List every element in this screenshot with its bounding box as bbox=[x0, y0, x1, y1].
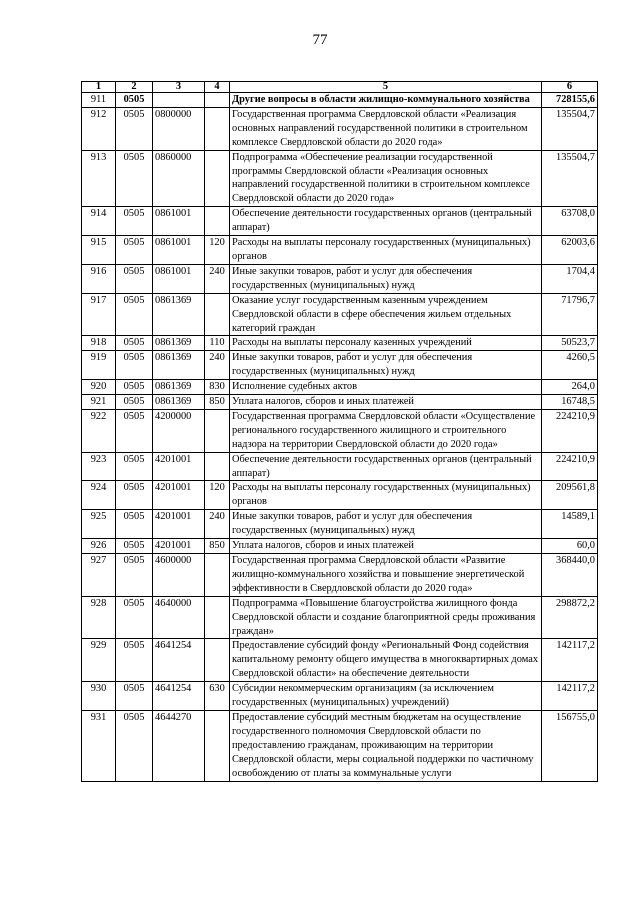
table-row bbox=[82, 236, 598, 265]
section-code-cell: 0505 bbox=[116, 395, 153, 410]
expense-type-cell bbox=[205, 409, 230, 452]
amount-cell: 142117,2 bbox=[542, 639, 598, 682]
amount-cell: 224210,9 bbox=[542, 452, 598, 481]
amount-cell: 298872,2 bbox=[542, 596, 598, 639]
amount-cell: 135504,7 bbox=[542, 150, 598, 207]
expense-type-cell bbox=[205, 93, 230, 108]
section-code-cell: 0505 bbox=[116, 409, 153, 452]
table-row bbox=[82, 150, 598, 207]
table-row bbox=[82, 639, 598, 682]
row-number-cell: 923 bbox=[82, 452, 116, 481]
target-code-cell: 4640000 bbox=[153, 596, 205, 639]
amount-cell: 63708,0 bbox=[542, 207, 598, 236]
table-row bbox=[82, 93, 598, 108]
amount-cell: 209561,8 bbox=[542, 481, 598, 510]
section-code-cell: 0505 bbox=[116, 682, 153, 711]
expense-type-cell: 240 bbox=[205, 264, 230, 293]
table-row bbox=[82, 682, 598, 711]
row-number-cell: 915 bbox=[82, 236, 116, 265]
item-name-cell: Государственная программа Свердловской области «Осуществление регионального государственного жилищного и строительного надзора на территории Свердловской области до 2020 года» bbox=[230, 409, 542, 452]
expense-type-cell: 120 bbox=[205, 481, 230, 510]
row-number-cell: 911 bbox=[82, 93, 116, 108]
target-code-cell: 4644270 bbox=[153, 710, 205, 781]
table-row bbox=[82, 710, 598, 781]
target-code-cell: 0861001 bbox=[153, 236, 205, 265]
table-row bbox=[82, 107, 598, 150]
target-code-cell: 0800000 bbox=[153, 107, 205, 150]
section-code-cell: 0505 bbox=[116, 539, 153, 554]
section-code-cell: 0505 bbox=[116, 264, 153, 293]
section-code-cell: 0505 bbox=[116, 207, 153, 236]
table-row bbox=[82, 395, 598, 410]
amount-cell: 1704,4 bbox=[542, 264, 598, 293]
item-name-cell: Субсидии некоммерческим организациям (за исключением государственных (муниципальных) учреждений) bbox=[230, 682, 542, 711]
row-number-cell: 929 bbox=[82, 639, 116, 682]
target-code-cell bbox=[153, 93, 205, 108]
target-code-cell: 4201001 bbox=[153, 481, 205, 510]
target-code-cell: 4201001 bbox=[153, 539, 205, 554]
row-number-cell: 917 bbox=[82, 293, 116, 336]
item-name-cell: Подпрограмма «Повышение благоустройства жилищного фонда Свердловской области и создание благоприятной среды проживания граждан» bbox=[230, 596, 542, 639]
item-name-cell: Расходы на выплаты персоналу государственных (муниципальных) органов bbox=[230, 481, 542, 510]
row-number-cell: 918 bbox=[82, 336, 116, 351]
item-name-cell: Подпрограмма «Обеспечение реализации государственной программы Свердловской области «Реализация основных направлений государственной политики в строительном комплексе Свердловской области до 2020 года» bbox=[230, 150, 542, 207]
target-code-cell: 4200000 bbox=[153, 409, 205, 452]
amount-cell: 60,0 bbox=[542, 539, 598, 554]
expense-type-cell: 240 bbox=[205, 351, 230, 380]
section-code-cell: 0505 bbox=[116, 150, 153, 207]
amount-cell: 14589,1 bbox=[542, 510, 598, 539]
expense-type-cell bbox=[205, 639, 230, 682]
header-cell: 5 bbox=[230, 82, 542, 93]
row-number-cell: 927 bbox=[82, 554, 116, 597]
header-cell: 2 bbox=[116, 82, 153, 93]
expense-type-cell bbox=[205, 293, 230, 336]
row-number-cell: 913 bbox=[82, 150, 116, 207]
amount-cell: 264,0 bbox=[542, 380, 598, 395]
section-code-cell: 0505 bbox=[116, 336, 153, 351]
target-code-cell: 4201001 bbox=[153, 452, 205, 481]
row-number-cell: 914 bbox=[82, 207, 116, 236]
target-code-cell: 4201001 bbox=[153, 510, 205, 539]
table-row bbox=[82, 554, 598, 597]
target-code-cell: 0861369 bbox=[153, 380, 205, 395]
item-name-cell: Другие вопросы в области жилищно-коммунального хозяйства bbox=[230, 93, 542, 108]
target-code-cell: 0861369 bbox=[153, 395, 205, 410]
row-number-cell: 931 bbox=[82, 710, 116, 781]
target-code-cell: 0861001 bbox=[153, 207, 205, 236]
expense-type-cell bbox=[205, 207, 230, 236]
item-name-cell: Оказание услуг государственным казенным учреждением Свердловской области в сфере обеспечения жильем отдельных категорий граждан bbox=[230, 293, 542, 336]
header-cell: 6 bbox=[542, 82, 598, 93]
section-code-cell: 0505 bbox=[116, 710, 153, 781]
table-header-row bbox=[82, 82, 598, 93]
row-number-cell: 926 bbox=[82, 539, 116, 554]
expense-type-cell: 850 bbox=[205, 539, 230, 554]
table-row bbox=[82, 539, 598, 554]
table-body bbox=[82, 93, 598, 782]
row-number-cell: 920 bbox=[82, 380, 116, 395]
target-code-cell: 0861369 bbox=[153, 351, 205, 380]
amount-cell: 728155,6 bbox=[542, 93, 598, 108]
table-row bbox=[82, 452, 598, 481]
item-name-cell: Иные закупки товаров, работ и услуг для обеспечения государственных (муниципальных) нужд bbox=[230, 264, 542, 293]
section-code-cell: 0505 bbox=[116, 351, 153, 380]
target-code-cell: 4600000 bbox=[153, 554, 205, 597]
table-row bbox=[82, 481, 598, 510]
section-code-cell: 0505 bbox=[116, 554, 153, 597]
table-row bbox=[82, 596, 598, 639]
row-number-cell: 924 bbox=[82, 481, 116, 510]
item-name-cell: Государственная программа Свердловской области «Реализация основных направлений государственной политики в строительном комплексе Свердловской области до 2020 года» bbox=[230, 107, 542, 150]
item-name-cell: Уплата налогов, сборов и иных платежей bbox=[230, 539, 542, 554]
amount-cell: 156755,0 bbox=[542, 710, 598, 781]
section-code-cell: 0505 bbox=[116, 380, 153, 395]
section-code-cell: 0505 bbox=[116, 236, 153, 265]
amount-cell: 71796,7 bbox=[542, 293, 598, 336]
expense-type-cell: 850 bbox=[205, 395, 230, 410]
amount-cell: 368440,0 bbox=[542, 554, 598, 597]
section-code-cell: 0505 bbox=[116, 293, 153, 336]
target-code-cell: 0861369 bbox=[153, 336, 205, 351]
table-row bbox=[82, 264, 598, 293]
amount-cell: 16748,5 bbox=[542, 395, 598, 410]
item-name-cell: Исполнение судебных актов bbox=[230, 380, 542, 395]
item-name-cell: Предоставление субсидий фонду «Региональный Фонд содействия капитальному ремонту общего имущества в многоквартирных домах Свердловской области» на обеспечение деятельности bbox=[230, 639, 542, 682]
row-number-cell: 928 bbox=[82, 596, 116, 639]
expense-type-cell: 110 bbox=[205, 336, 230, 351]
section-code-cell: 0505 bbox=[116, 596, 153, 639]
table-row bbox=[82, 293, 598, 336]
target-code-cell: 0861001 bbox=[153, 264, 205, 293]
item-name-cell: Предоставление субсидий местным бюджетам на осуществление государственного полномочия Свердловской области по предоставлению гражданам, проживающим на территории Свердловской области, меры социальной поддержки по частичному освобождению от платы за коммунальные услуги bbox=[230, 710, 542, 781]
section-code-cell: 0505 bbox=[116, 639, 153, 682]
table-row bbox=[82, 380, 598, 395]
section-code-cell: 0505 bbox=[116, 93, 153, 108]
header-cell: 3 bbox=[153, 82, 205, 93]
row-number-cell: 925 bbox=[82, 510, 116, 539]
target-code-cell: 4641254 bbox=[153, 682, 205, 711]
page-number: 77 bbox=[312, 32, 328, 48]
table-row bbox=[82, 351, 598, 380]
expense-type-cell bbox=[205, 150, 230, 207]
table-row bbox=[82, 409, 598, 452]
amount-cell: 4260,5 bbox=[542, 351, 598, 380]
amount-cell: 62003,6 bbox=[542, 236, 598, 265]
expense-type-cell bbox=[205, 596, 230, 639]
item-name-cell: Иные закупки товаров, работ и услуг для обеспечения государственных (муниципальных) нужд bbox=[230, 510, 542, 539]
table-row bbox=[82, 336, 598, 351]
row-number-cell: 912 bbox=[82, 107, 116, 150]
item-name-cell: Расходы на выплаты персоналу казенных учреждений bbox=[230, 336, 542, 351]
item-name-cell: Государственная программа Свердловской области «Развитие жилищно-коммунального хозяйства и повышение энергетической эффективности в Свердловской области до 2020 года» bbox=[230, 554, 542, 597]
expense-type-cell: 830 bbox=[205, 380, 230, 395]
budget-table bbox=[81, 81, 598, 782]
expense-type-cell: 240 bbox=[205, 510, 230, 539]
header-cell: 1 bbox=[82, 82, 116, 93]
expense-type-cell: 120 bbox=[205, 236, 230, 265]
amount-cell: 224210,9 bbox=[542, 409, 598, 452]
row-number-cell: 916 bbox=[82, 264, 116, 293]
row-number-cell: 930 bbox=[82, 682, 116, 711]
item-name-cell: Расходы на выплаты персоналу государственных (муниципальных) органов bbox=[230, 236, 542, 265]
section-code-cell: 0505 bbox=[116, 481, 153, 510]
target-code-cell: 4641254 bbox=[153, 639, 205, 682]
expense-type-cell bbox=[205, 452, 230, 481]
row-number-cell: 922 bbox=[82, 409, 116, 452]
row-number-cell: 919 bbox=[82, 351, 116, 380]
header-cell: 4 bbox=[205, 82, 230, 93]
target-code-cell: 0860000 bbox=[153, 150, 205, 207]
section-code-cell: 0505 bbox=[116, 510, 153, 539]
section-code-cell: 0505 bbox=[116, 107, 153, 150]
item-name-cell: Иные закупки товаров, работ и услуг для обеспечения государственных (муниципальных) нужд bbox=[230, 351, 542, 380]
amount-cell: 142117,2 bbox=[542, 682, 598, 711]
item-name-cell: Обеспечение деятельности государственных органов (центральный аппарат) bbox=[230, 452, 542, 481]
item-name-cell: Обеспечение деятельности государственных органов (центральный аппарат) bbox=[230, 207, 542, 236]
table-row bbox=[82, 207, 598, 236]
item-name-cell: Уплата налогов, сборов и иных платежей bbox=[230, 395, 542, 410]
table-row bbox=[82, 510, 598, 539]
row-number-cell: 921 bbox=[82, 395, 116, 410]
section-code-cell: 0505 bbox=[116, 452, 153, 481]
amount-cell: 50523,7 bbox=[542, 336, 598, 351]
expense-type-cell bbox=[205, 554, 230, 597]
expense-type-cell bbox=[205, 710, 230, 781]
target-code-cell: 0861369 bbox=[153, 293, 205, 336]
expense-type-cell: 630 bbox=[205, 682, 230, 711]
expense-type-cell bbox=[205, 107, 230, 150]
amount-cell: 135504,7 bbox=[542, 107, 598, 150]
